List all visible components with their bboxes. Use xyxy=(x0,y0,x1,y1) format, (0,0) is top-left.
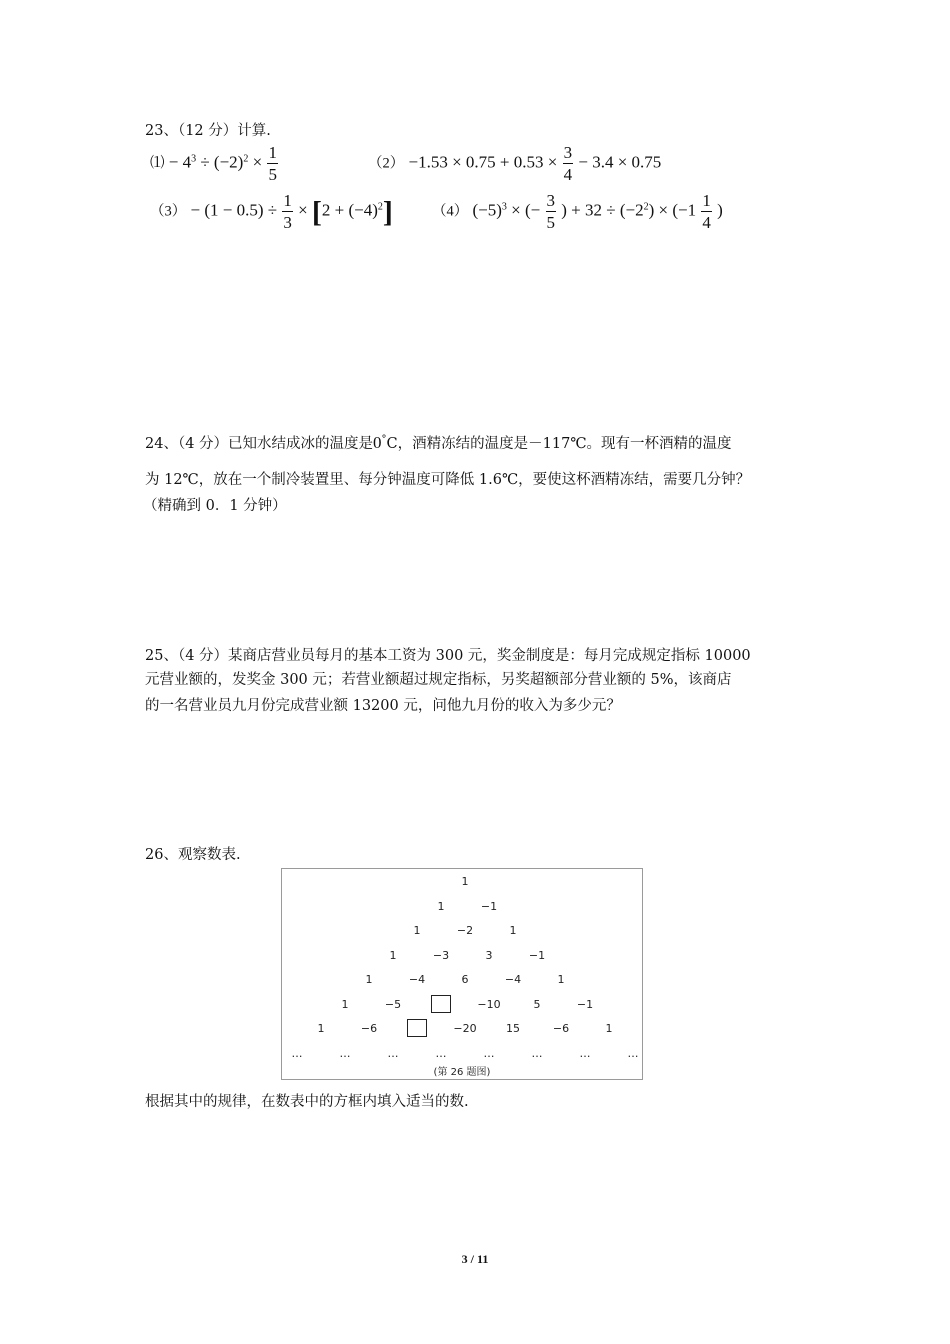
triangle-number: −5 xyxy=(384,997,402,1011)
triangle-number: … xyxy=(483,1046,495,1060)
fraction: $\frac{1}{5}$ xyxy=(268,143,277,184)
triangle-number: … xyxy=(339,1046,351,1060)
triangle-number: 1 xyxy=(341,997,349,1011)
triangle-number: … xyxy=(435,1046,447,1060)
q25-line2: 元营业额的，发奖金 300 元；若营业额超过规定指标，另奖超额部分营业额的 5%，该商店 xyxy=(145,672,732,688)
triangle-number: 1 xyxy=(509,924,517,937)
page-number: 3 / 11 xyxy=(461,1252,489,1266)
triangle-number: 1 xyxy=(461,875,469,888)
q23-part4: （4） $(-5)^3$ × (− $\frac{3}{5}$ ) + $32 \div (-2^2) \times (-1$ $\frac{1}{4}$ ) xyxy=(432,191,723,232)
triangle-number: 1 xyxy=(317,1022,325,1035)
part-label: ⑴ xyxy=(150,155,165,172)
triangle-number: … xyxy=(627,1046,639,1060)
fraction: $\frac{1}{3}$ xyxy=(283,191,292,232)
triangle-number: −10 xyxy=(477,997,501,1011)
q24-line2: 为 12℃，放在一个制冷装置里、每分钟温度可降低 1.6℃，要使这杯酒精冻结，需要几分钟？ xyxy=(145,472,751,488)
triangle-number: −20 xyxy=(453,1022,477,1035)
triangle-number: 1 xyxy=(365,973,373,986)
figure-caption: (第 26 题图) xyxy=(433,1067,491,1078)
q23-part1: ⑴ − $4^3 \div (-2)^2$ × $\frac{1}{5}$ xyxy=(150,143,277,184)
triangle-number: … xyxy=(291,1046,303,1060)
triangle-number: … xyxy=(579,1046,591,1060)
triangle-number: … xyxy=(531,1046,543,1060)
triangle-number: −2 xyxy=(456,924,474,937)
q26-instruction: 根据其中的规律，在数表中的方框内填入适当的数. xyxy=(145,1094,469,1110)
triangle-number: −1 xyxy=(528,948,546,962)
triangle-number: 1 xyxy=(605,1022,613,1035)
fraction: $\frac{1}{4}$ xyxy=(702,191,711,232)
part-label: （4） xyxy=(432,203,469,220)
triangle-number: 15 xyxy=(506,1022,520,1035)
q23-part2: （2） −1.53 × 0.75 + 0.53 × $\frac{3}{4}$ − 3.4 × 0.75 xyxy=(368,143,662,184)
fraction: $\frac{3}{5}$ xyxy=(546,191,556,232)
triangle-number: 1 xyxy=(413,924,421,937)
answer-box[interactable] xyxy=(431,995,451,1013)
q25-line1: 25、（4 分）某商店营业员每月的基本工资为 300 元，奖金制度是：每月完成规定指标 10000 xyxy=(145,648,751,664)
q23-title: 23、（12 分）计算. xyxy=(145,123,271,139)
triangle-number: 3 xyxy=(485,948,493,962)
triangle-number: −4 xyxy=(408,973,426,986)
triangle-number: 5 xyxy=(533,997,541,1011)
triangle-number: 1 xyxy=(389,948,397,962)
triangle-number: −6 xyxy=(360,1022,378,1035)
q24-line3: （精确到 0．1 分钟） xyxy=(143,498,287,514)
triangle-number: 6 xyxy=(461,973,469,986)
part-label: （3） xyxy=(150,203,187,220)
q24-line1: 24、（4 分）已知水结成冰的温度是0°C，酒精冻结的温度是－117℃。现有一杯酒精的温度 xyxy=(145,433,732,452)
q23-part3: （3） − (1 − 0.5) ÷ $\frac{1}{3}$ × $[2 + (-4)^2]$ xyxy=(150,191,393,232)
q25-line3: 的一名营业员九月份完成营业额 13200 元，问他九月份的收入为多少元？ xyxy=(145,698,621,714)
answer-box[interactable] xyxy=(407,1019,427,1037)
number-triangle-figure xyxy=(281,868,643,1080)
triangle-number: −4 xyxy=(504,973,522,986)
triangle-number: −3 xyxy=(432,948,450,962)
triangle-number: … xyxy=(387,1046,399,1060)
triangle-number: 1 xyxy=(437,899,445,913)
triangle-number: 1 xyxy=(557,973,565,986)
triangle-number: −1 xyxy=(480,899,498,913)
fraction: $\frac{3}{4}$ xyxy=(563,143,573,184)
triangle-number: −6 xyxy=(552,1022,570,1035)
q26-title: 26、观察数表. xyxy=(145,847,241,863)
triangle-number: −1 xyxy=(576,997,594,1011)
part-label: （2） xyxy=(368,155,405,172)
